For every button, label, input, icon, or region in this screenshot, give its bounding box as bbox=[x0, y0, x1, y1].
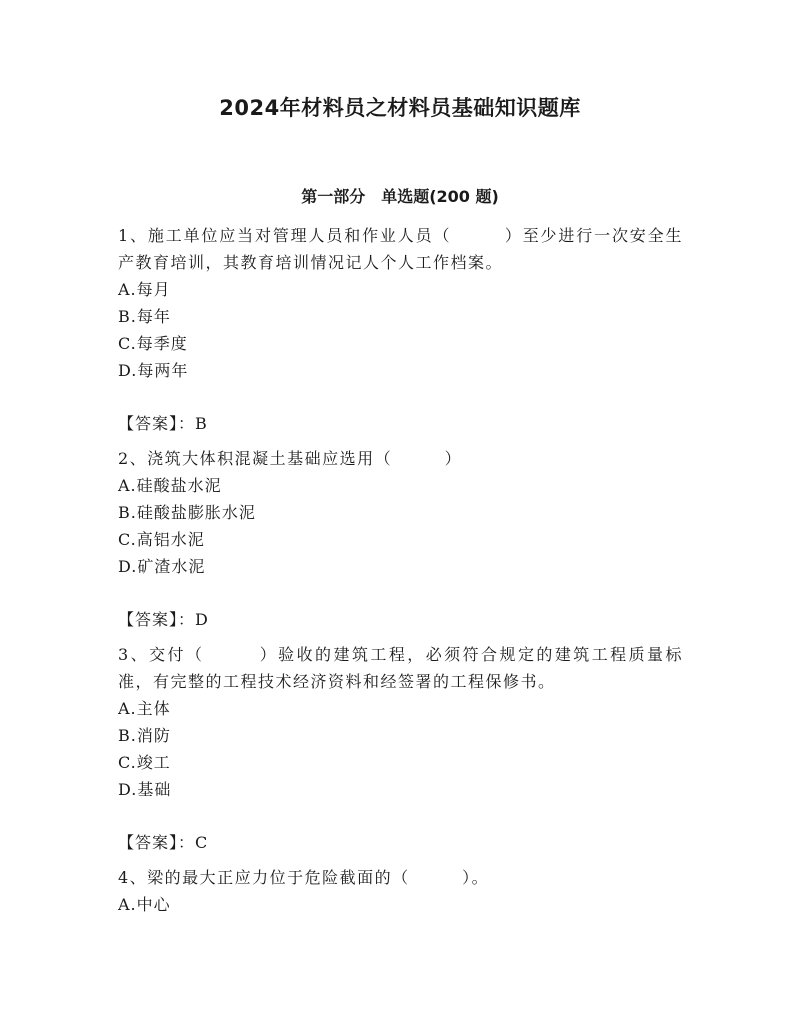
document-title: 2024年材料员之材料员基础知识题库 bbox=[219, 96, 581, 120]
question-item-2 bbox=[118, 445, 683, 633]
answer-label: 【答案】：D bbox=[118, 610, 209, 629]
option-a: A.中心 bbox=[118, 895, 171, 914]
option-b: B.硅酸盐膨胀水泥 bbox=[118, 503, 256, 522]
option-list bbox=[118, 472, 683, 580]
option-c: C.竣工 bbox=[118, 753, 171, 772]
option-a: A.主体 bbox=[118, 699, 171, 718]
option-list bbox=[118, 276, 683, 384]
option-list bbox=[118, 891, 683, 918]
option-b: B.消防 bbox=[118, 726, 171, 745]
question-list bbox=[118, 222, 683, 918]
answer-label: 【答案】：C bbox=[118, 833, 209, 852]
question-text: 3、交付（ ）验收的建筑工程，必须符合规定的建筑工程质量标准，有完整的工程技术经济资料和经签署的工程保修书。 bbox=[118, 645, 683, 691]
option-c: C.高铝水泥 bbox=[118, 530, 205, 549]
option-a: A.硅酸盐水泥 bbox=[118, 476, 222, 495]
option-list bbox=[118, 695, 683, 803]
option-c: C.每季度 bbox=[118, 334, 188, 353]
option-a: A.每月 bbox=[118, 280, 171, 299]
question-text: 4、梁的最大正应力位于危险截面的（ ）。 bbox=[118, 868, 490, 887]
question-text: 1、施工单位应当对管理人员和作业人员（ ）至少进行一次安全生产教育培训，其教育培训情况记人个人工作档案。 bbox=[118, 226, 683, 272]
option-d: D.矿渣水泥 bbox=[118, 557, 206, 576]
answer-label: 【答案】：B bbox=[118, 414, 208, 433]
question-item-3 bbox=[118, 641, 683, 856]
question-item-4 bbox=[118, 864, 683, 918]
question-item-1 bbox=[118, 222, 683, 437]
option-d: D.每两年 bbox=[118, 361, 189, 380]
option-b: B.每年 bbox=[118, 307, 171, 326]
section-heading: 第一部分 单选题(200 题) bbox=[301, 187, 499, 206]
option-d: D.基础 bbox=[118, 780, 172, 799]
question-text: 2、浇筑大体积混凝土基础应选用（ ） bbox=[118, 449, 463, 468]
